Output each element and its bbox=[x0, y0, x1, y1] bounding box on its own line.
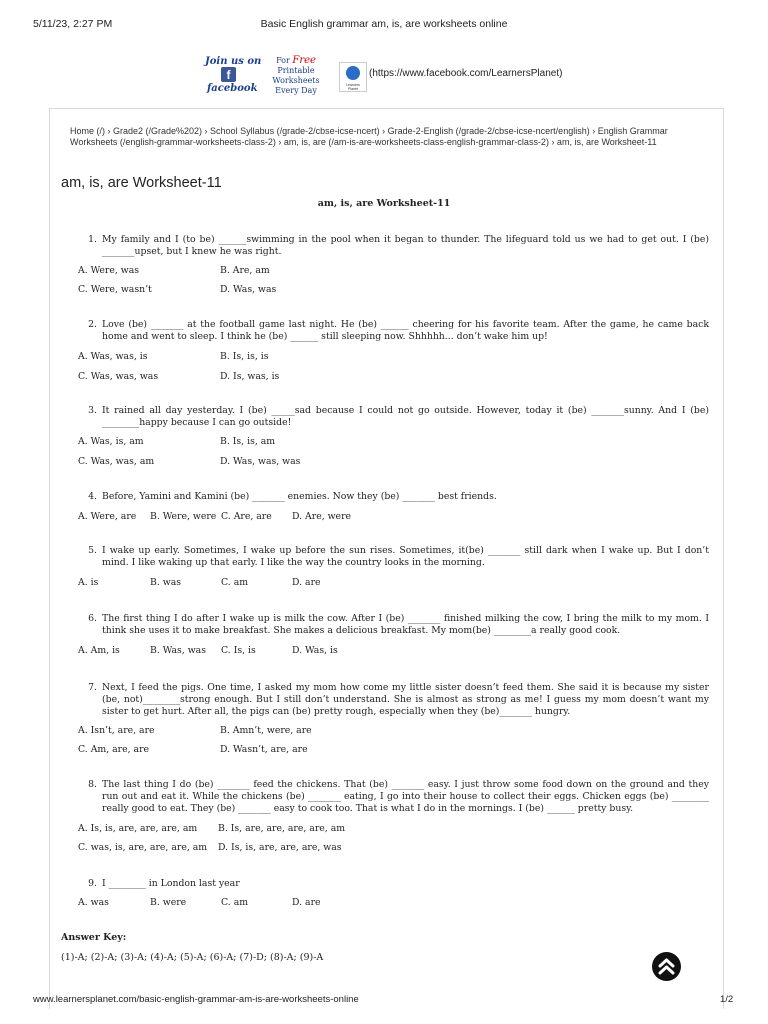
print-footer-url: www.learnersplanet.com/basic-english-grammar-am-is-are-worksheets-online bbox=[33, 994, 359, 1005]
question-text: My family and I (to be) ______swimming in the pool when it began to thunder. The lifeguard told us we had to get out. I (be) _______upset, but I knew he was right. bbox=[102, 234, 709, 257]
option-d: D. Was, was bbox=[220, 284, 277, 295]
banner-free-text bbox=[255, 56, 337, 96]
option-c: C. Am, are, are bbox=[78, 744, 150, 755]
question-number: 7. bbox=[88, 682, 97, 693]
question-7 bbox=[83, 682, 709, 718]
option-a: A. Were, was bbox=[78, 265, 140, 276]
chevron-up-icon bbox=[652, 952, 681, 981]
option-c: C. Was, was, was bbox=[78, 371, 159, 382]
question-8 bbox=[83, 779, 709, 815]
logo-text: Learners Planet bbox=[346, 83, 360, 91]
question-4 bbox=[83, 491, 709, 503]
question-text: Next, I feed the pigs. One time, I asked my mom how come my little sister doesn’t feed them. She said it is because my sister (be, not)________strong enough. But I still don’t understand. She is almost as strong as me! I guess my mom doesn’t want my sister to get hurt. After all, the pigs can (be) pretty rough, especially when they (be)_______ hungry. bbox=[102, 682, 709, 717]
print-page-number: 1/2 bbox=[720, 994, 734, 1005]
question-text: Love (be) _______ at the football game last night. He (be) ______ cheering for his favorite team. After the game, he came back home and went to sleep. I think he (be) ______ still sleeping now. Shhhhh... don’t wake him up! bbox=[102, 319, 709, 342]
option-c: C. am bbox=[221, 897, 249, 908]
banner-join-text: Join us on bbox=[205, 56, 262, 67]
option-a: A. Am, is bbox=[78, 645, 120, 656]
option-d: D. Was, is bbox=[292, 645, 338, 656]
question-number: 3. bbox=[88, 405, 97, 416]
question-2 bbox=[83, 319, 709, 343]
print-datetime: 5/11/23, 2:27 PM bbox=[33, 18, 113, 30]
option-b: B. Are, am bbox=[220, 265, 270, 276]
question-number: 1. bbox=[88, 234, 97, 245]
question-3 bbox=[83, 405, 709, 429]
option-b: B. Amn’t, were, are bbox=[220, 725, 312, 736]
option-d: D. are bbox=[292, 577, 321, 588]
option-a: A. Is, is, are, are, are, am bbox=[78, 823, 198, 834]
option-d: D. Wasn’t, are, are bbox=[220, 744, 308, 755]
question-text: The first thing I do after I wake up is milk the cow. After I (be) _______ finished milking the cow, I bring the milk to my mom. I think she uses it to make breakfast. She makes a delicious breakfast. My mom(be) ________a really good cook. bbox=[102, 613, 709, 636]
option-c: C. am bbox=[221, 577, 249, 588]
question-text: I ________ in London last year bbox=[102, 878, 240, 889]
facebook-link[interactable]: (https://www.facebook.com/LearnersPlanet) bbox=[369, 68, 563, 79]
question-text: Before, Yamini and Kamini (be) _______ enemies. Now they (be) _______ best friends. bbox=[102, 491, 497, 502]
question-9 bbox=[83, 878, 709, 890]
option-b: B. Is, are, are, are, are, am bbox=[218, 823, 346, 834]
option-c: C. Is, is bbox=[221, 645, 256, 656]
option-b: B. were bbox=[150, 897, 187, 908]
question-text: The last thing I do (be) _______ feed the chickens. That (be) _______ easy. I just throw some food down on the ground and they run out and eat it. While the chickens (be) _______ eating, I go into their house to collect their eggs. Chicken eggs (be) ________ really good to eat. They (be) _______ easy to cook too. That is what I do in the mornings. I (be) ______ pretty busy. bbox=[102, 779, 709, 814]
question-text: I wake up early. Sometimes, I wake up before the sun rises. Sometimes, it(be) _______ still dark when I wake up. But I don’t mind. I like waking up that early. I like the way the country looks in the morning. bbox=[102, 545, 709, 568]
banner-for: For bbox=[276, 56, 290, 65]
answer-key-label: Answer Key: bbox=[61, 932, 127, 943]
facebook-banner[interactable] bbox=[205, 56, 367, 96]
option-c: C. Was, was, am bbox=[78, 456, 155, 467]
option-a: A. Were, are bbox=[78, 511, 137, 522]
question-number: 9. bbox=[88, 878, 97, 889]
option-d: D. Is, was, is bbox=[220, 371, 280, 382]
option-c: C. was, is, are, are, are, am bbox=[78, 842, 208, 853]
breadcrumb[interactable]: Home (/) › Grade2 (/Grade%202) › School Syllabus (/grade-2/cbse-icse-ncert) › Grade-2-English (/grade-2/cbse-icse-ncert/english) › English Grammar Worksheets (/english-grammar-worksheets-class-2) › am, is, are (/am-is-are-worksheets-class-english-grammar-class-2) › am, is, are Worksheet-11 bbox=[70, 126, 668, 148]
question-number: 4. bbox=[88, 491, 97, 502]
question-number: 2. bbox=[88, 319, 97, 330]
banner-printable: Printable Worksheets bbox=[272, 66, 320, 85]
option-a: A. Was, is, am bbox=[78, 436, 144, 447]
option-a: A. was bbox=[78, 897, 109, 908]
option-c: C. Were, wasn’t bbox=[78, 284, 152, 295]
option-b: B. Was, was bbox=[150, 645, 206, 656]
option-d: D. Are, were bbox=[292, 511, 352, 522]
option-b: B. Were, were bbox=[150, 511, 217, 522]
question-5 bbox=[83, 545, 709, 569]
banner-every-day: Every Day bbox=[275, 86, 317, 95]
question-6 bbox=[83, 613, 709, 637]
banner-facebook-text: facebook bbox=[207, 83, 258, 94]
option-b: B. was bbox=[150, 577, 182, 588]
option-d: D. are bbox=[292, 897, 321, 908]
question-number: 5. bbox=[88, 545, 97, 556]
question-number: 6. bbox=[88, 613, 97, 624]
option-d: D. Was, was, was bbox=[220, 456, 301, 467]
option-b: B. Is, is, is bbox=[220, 351, 269, 362]
page-title: am, is, are Worksheet-11 bbox=[61, 175, 222, 191]
banner-free: Free bbox=[292, 55, 316, 66]
question-1 bbox=[83, 234, 709, 258]
facebook-icon: f bbox=[221, 67, 236, 82]
learners-planet-logo bbox=[339, 62, 367, 92]
option-a: A. Isn’t, are, are bbox=[78, 725, 155, 736]
option-c: C. Are, are bbox=[221, 511, 272, 522]
option-a: A. Was, was, is bbox=[78, 351, 148, 362]
answer-key-text: (1)-A; (2)-A; (3)-A; (4)-A; (5)-A; (6)-A; (7)-D; (8)-A; (9)-A bbox=[61, 952, 324, 963]
scroll-to-top-button[interactable] bbox=[652, 952, 681, 981]
option-b: B. Is, is, am bbox=[220, 436, 276, 447]
option-a: A. is bbox=[78, 577, 99, 588]
question-number: 8. bbox=[88, 779, 97, 790]
option-d: D. Is, is, are, are, are, was bbox=[218, 842, 342, 853]
print-page-title: Basic English grammar am, is, are worksheets online bbox=[260, 18, 508, 30]
worksheet-title: am, is, are Worksheet-11 bbox=[317, 198, 451, 209]
question-text: It rained all day yesterday. I (be) _____sad because I could not go outside. However, today it (be) _______sunny. And I (be) ________happy because I can go outside! bbox=[102, 405, 709, 428]
